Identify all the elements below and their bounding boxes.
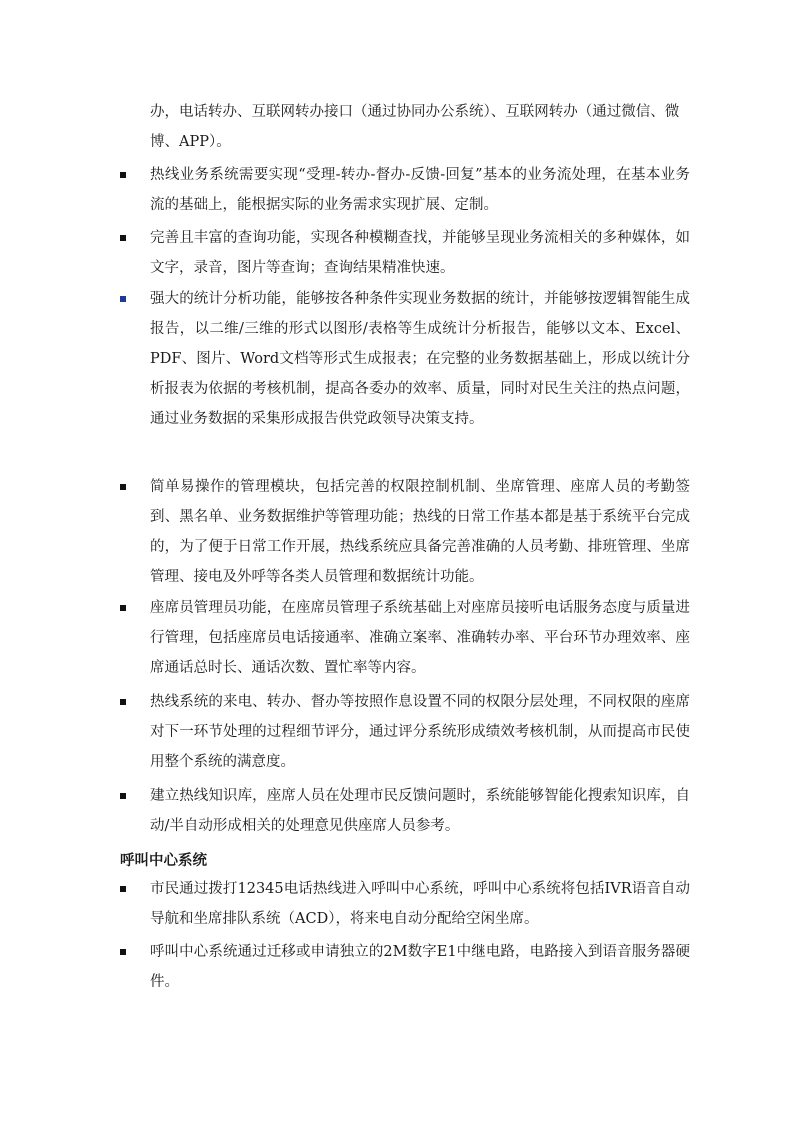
list-item: 热线系统的来电、转办、督办等按照作息设置不同的权限分层处理，不同权限的座席对下一环节处理的过程细节评分，通过评分系统形成绩效考核机制，从而提高市民使用整个系统的满意度。 [150, 694, 690, 770]
bullet-square-icon [120, 235, 126, 241]
bullet-square-icon [120, 949, 126, 955]
list-item: 呼叫中心系统通过迁移或申请独立的2M数字E1中继电路，电路接入到语音服务器硬件。 [150, 944, 690, 990]
list-item: 强大的统计分析功能，能够按各种条件实现业务数据的统计，并能够按逻辑智能生成报告，以二维/三维的形式以图形/表格等生成统计分析报告，能够以文本、Excel、PDF、图片、Word文档等形式生成报表；在完整的业务数据基础上，形成以统计分析报表为依据的考核机制，提高各委办的效率、质量，同时对民生关注的热点问题，通过业务数据的采集形成报告供党政领导决策支持。 [150, 291, 690, 427]
intro-paragraph: 办，电话转办、互联网转办接口（通过协同办公系统）、互联网转办（通过微信、微博、APP）。 [150, 104, 680, 150]
bullet-square-icon [120, 793, 126, 799]
section-heading: 呼叫中心系统 [120, 853, 207, 869]
list-item: 简单易操作的管理模块，包括完善的权限控制机制、坐席管理、座席人员的考勤签到、黑名单、业务数据维护等管理功能；热线的日常工作基本都是基于系统平台完成的，为了便于日常工作开展，热线系统应具备完善准确的人员考勤、排班管理、坐席管理、接电及外呼等各类人员管理和数据统计功能。 [150, 479, 690, 585]
bullet-square-icon [120, 296, 126, 302]
list-item: 建立热线知识库，座席人员在处理市民反馈问题时，系统能够智能化搜索知识库，自动/半自动形成相关的处理意见供座席人员参考。 [150, 788, 690, 834]
list-item: 完善且丰富的查询功能，实现各种模糊查找，并能够呈现业务流相关的多种媒体，如文字，录音，图片等查询；查询结果精准快速。 [150, 230, 690, 276]
bullet-square-icon [120, 172, 126, 178]
list-item: 市民通过拨打12345电话热线进入呼叫中心系统，呼叫中心系统将包括IVR语音自动导航和坐席排队系统（ACD），将来电自动分配给空闲坐席。 [150, 881, 690, 927]
bullet-square-icon [120, 484, 126, 490]
bullet-square-icon [120, 886, 126, 892]
list-item: 座席员管理员功能，在座席员管理子系统基础上对座席员接听电话服务态度与质量进行管理，包括座席员电话接通率、准确立案率、准确转办率、平台环节办理效率、座席通话总时长、通话次数、置忙率等内容。 [150, 600, 690, 676]
list-item: 热线业务系统需要实现“受理-转办-督办-反馈-回复”基本的业务流处理，在基本业务流的基础上，能根据实际的业务需求实现扩展、定制。 [150, 167, 690, 213]
bullet-square-icon [120, 605, 126, 611]
bullet-square-icon [120, 699, 126, 705]
